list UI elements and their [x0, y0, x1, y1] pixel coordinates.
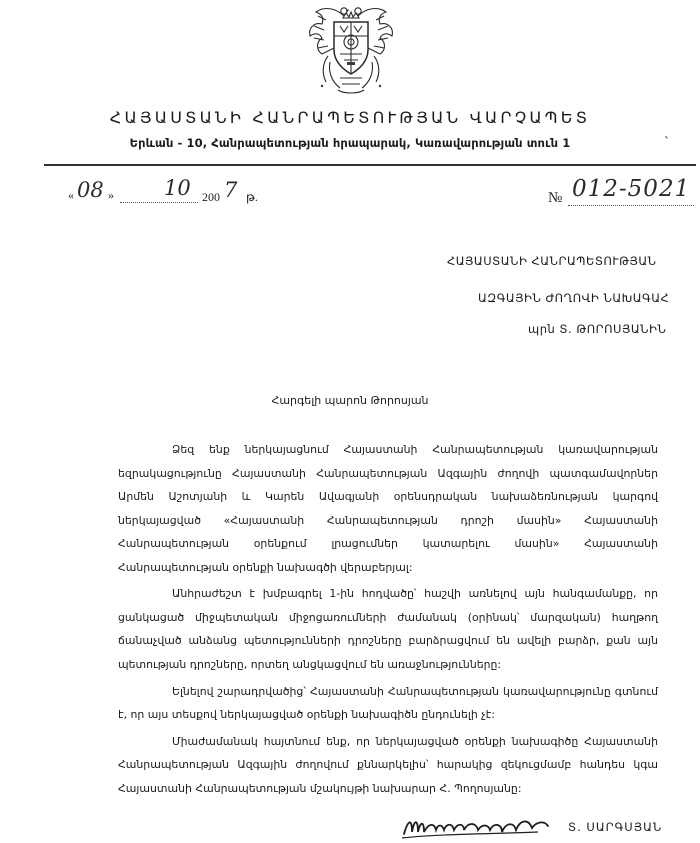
signer-name: Տ. ՍԱՐԳՍՅԱՆ	[568, 820, 663, 834]
reference-number	[548, 178, 698, 208]
date-day: 08	[77, 178, 104, 202]
body-paragraph-3: Ելնելով շարադրվածից՝ Հայաստանի Հանրապետության կառավարությունը գտնում է, որ այս տեսքով ներկայացված օրենքի նախագիծն ընդունելի չէ:	[118, 684, 658, 722]
handwritten-signature	[398, 812, 556, 842]
addressee-line-2: ԱԶԳԱՅԻՆ ԺՈՂՈՎԻ ՆԱԽԱԳԱՀ	[478, 291, 670, 305]
date-month: 10	[164, 176, 191, 200]
date-open-quote: «	[68, 188, 74, 202]
date-year-prefix: 200	[202, 190, 220, 204]
number-sign: №	[548, 190, 563, 206]
letterhead-address-mark: `	[664, 135, 670, 149]
body-paragraph-4: Միաժամանակ հայտնում ենք, որ ներկայացված օրենքի նախագիծը Հայաստանի Հանրապետության Ազգային ժողովում քննարկելիս՝ հարակից զեկուցմամբ հանդես կգա Հայաստանի Հանրապետության մշակույթի նախարար Հ. Պողոսյանը:	[118, 734, 658, 795]
letter-body	[118, 438, 658, 804]
date-year-abbrev: թ.	[246, 190, 258, 204]
month-dotted-line	[120, 202, 198, 203]
coat-of-arms-emblem	[300, 2, 402, 98]
reference-number-value: 012-5021	[572, 176, 691, 202]
body-paragraph-1: Ձեզ ենք ներկայացնում Հայաստանի Հանրապետության կառավարության եզրակացությունը Հայաստանի Հանրապետության Ազգային ժողովի պատգամավորներ Արմեն Աշոտյանի և Կարեն Ավագյանի օրենսդրական նախաձեռնության կարգով ներկայացված «Հայաստանի Հանրապետության դրոշի մասին» Հայաստանի Հանրապետության օրենքում լրացումներ կատարելու մասին» Հայաստանի Հանրապետության օրենքի նախագծի վերաբերյալ:	[118, 443, 658, 574]
letterhead-address: Երևան - 10, Հանրապետության հրապարակ, Կառավարության տուն 1	[129, 136, 571, 150]
salutation: Հարգելի պարոն Թորոսյան	[271, 394, 429, 407]
reference-dotted-line	[568, 205, 694, 206]
date-year-suffix: 7	[224, 178, 238, 202]
letterhead-title: ՀԱՅԱՍՏԱՆԻ ՀԱՆՐԱՊԵՏՈՒԹՅԱՆ ՎԱՐՉԱՊԵՏ	[109, 108, 591, 127]
date-line	[68, 176, 308, 206]
addressee-line-3: պրն Տ. ԹՈՐՈՍՅԱՆԻՆ	[528, 322, 667, 336]
addressee-line-1: ՀԱՅԱՍՏԱՆԻ ՀԱՆՐԱՊԵՏՈՒԹՅԱՆ	[447, 254, 657, 268]
body-paragraph-2: Անհրաժեշտ է խմբագրել 1-ին հոդվածը՝ հաշվի առնելով այն հանգամանքը, որ ցանկացած միջպետական միջոցառումների ժամանակ (օրինակ՝ մարզական) հաղթող ճանաչված անձանց պետությունների դրոշները բարձրացվում են ավելի բարձր, քան այն պետության դրոշները, որտեղ անցկացվում են առաջնությունները:	[118, 587, 658, 671]
date-close-quote: »	[108, 188, 114, 202]
letterhead-divider	[44, 164, 696, 166]
